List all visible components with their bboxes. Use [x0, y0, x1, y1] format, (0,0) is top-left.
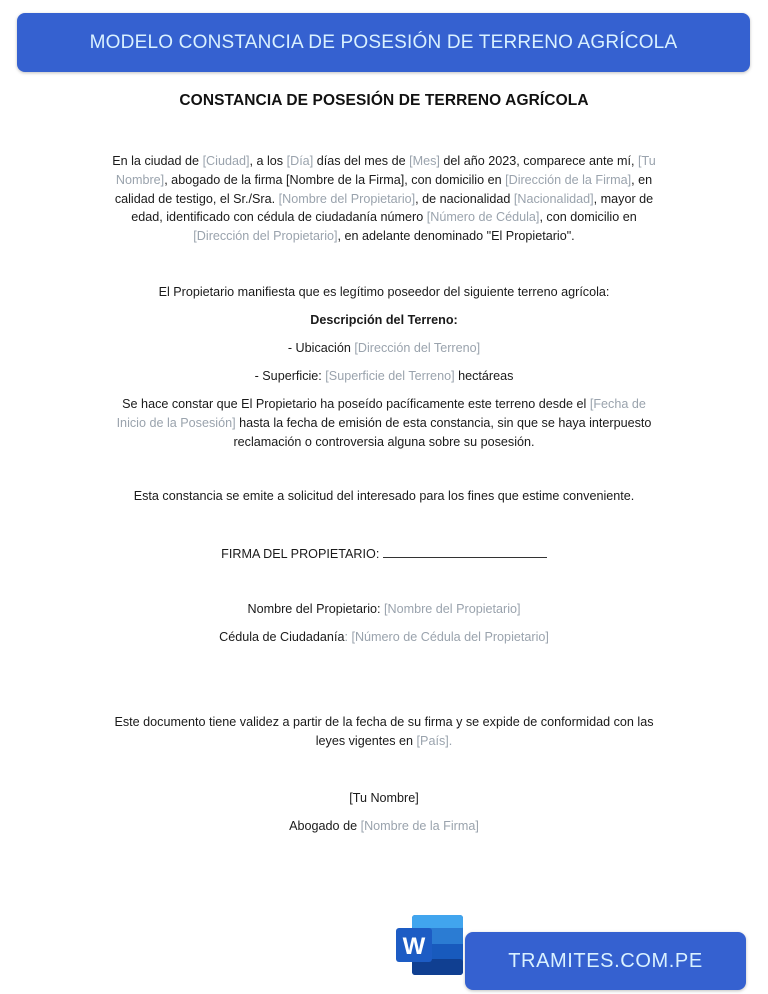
placeholder-nombre-propietario: [Nombre del Propietario]: [278, 191, 416, 206]
signature-blank: [383, 545, 547, 558]
placeholder-direccion-terreno: [Dirección del Terreno]: [354, 341, 481, 355]
validity-paragraph: Este documento tiene validez a partir de la fecha de su firma y se expide de conformidad con las leyes vigentes en [País].: [114, 715, 654, 748]
closing-name: [Tu Nombre]: [349, 791, 419, 805]
placeholder-nacionalidad: [Nacionalidad]: [513, 191, 594, 206]
owner-id-line: Cédula de Ciudadanía: [Número de Cédula del Propietario]: [219, 630, 549, 644]
ubicacion-line: [108, 339, 660, 358]
header-banner: [17, 13, 750, 72]
placeholder-owner-id: [Número de Cédula del Propietario]: [351, 630, 549, 644]
owner-name-line: [108, 600, 660, 619]
signature-line: [108, 545, 660, 564]
description-heading: Descripción del Terreno:: [310, 313, 458, 327]
owner-id-label: Cédula de Ciudadanía: [219, 630, 345, 644]
placeholder-dia: [Día]: [286, 154, 314, 168]
superficie-unit: hectáreas: [454, 369, 514, 383]
svg-text:W: W: [402, 933, 426, 960]
site-label: TRAMITES.COM.PE: [508, 949, 703, 972]
word-icon: [395, 914, 465, 976]
placeholder-pais: [País]: [416, 733, 449, 748]
superficie-label: - Superficie:: [254, 369, 326, 383]
footer-banner[interactable]: [465, 932, 746, 990]
superficie-line: [108, 367, 660, 386]
placeholder-ciudad: [Ciudad]: [202, 154, 250, 168]
ubicacion-label: - Ubicación: [287, 341, 355, 355]
purpose-text: Esta constancia se emite a solicitud del interesado para los fines que estime conveniente.: [133, 489, 635, 503]
placeholder-numero-cedula: [Número de Cédula]: [426, 210, 540, 225]
closing-role-label: Abogado de: [289, 819, 361, 833]
placeholder-fecha-inicio: [Fecha de Inicio de la Posesión]: [116, 397, 646, 430]
owner-name-label: Nombre del Propietario:: [247, 602, 384, 616]
document-title: CONSTANCIA DE POSESIÓN DE TERRENO AGRÍCOLA: [179, 92, 589, 109]
possession-paragraph: Se hace constar que El Propietario ha poseído pacíficamente este terreno desde el [Fecha de Inicio de la Posesión] hasta la fecha de emisión de esta constancia, sin que se haya interpuesto reclamación o controversia alguna sobre su posesión.: [116, 397, 652, 449]
placeholder-superficie-terreno: [Superficie del Terreno]: [325, 369, 455, 383]
placeholder-mes: [Mes]: [409, 154, 440, 168]
placeholder-tu-nombre: [Tu Nombre]: [115, 154, 656, 187]
banner-title: MODELO CONSTANCIA DE POSESIÓN DE TERRENO AGRÍCOLA: [89, 31, 678, 53]
declaration-text: El Propietario manifiesta que es legítimo poseedor del siguiente terreno agrícola:: [158, 285, 610, 299]
placeholder-direccion-propietario: [Dirección del Propietario]: [193, 229, 338, 244]
placeholder-nombre-firma: [Nombre de la Firma]: [360, 819, 479, 833]
closing-role-line: [108, 817, 660, 836]
intro-paragraph: En la ciudad de [Ciudad], a los [Día] días del mes de [Mes] del año 2023, comparece ante mí, [Tu Nombre], abogado de la firma [Nombre de la Firma], con domicilio en [Dirección de la Firma], en calidad de testigo, el Sr./Sra. [Nombre del Propietario], de nacionalidad [Nacionalidad], mayor de edad, identificado con cédula de ciudadanía número [Número de Cédula], con domicilio en [Dirección del Propietario], en adelante denominado "El Propietario".: [112, 154, 656, 244]
signature-label: FIRMA DEL PROPIETARIO:: [221, 547, 383, 561]
placeholder-owner-name: [Nombre del Propietario]: [384, 602, 521, 616]
placeholder-direccion-firma: [Dirección de la Firma]: [505, 172, 632, 187]
